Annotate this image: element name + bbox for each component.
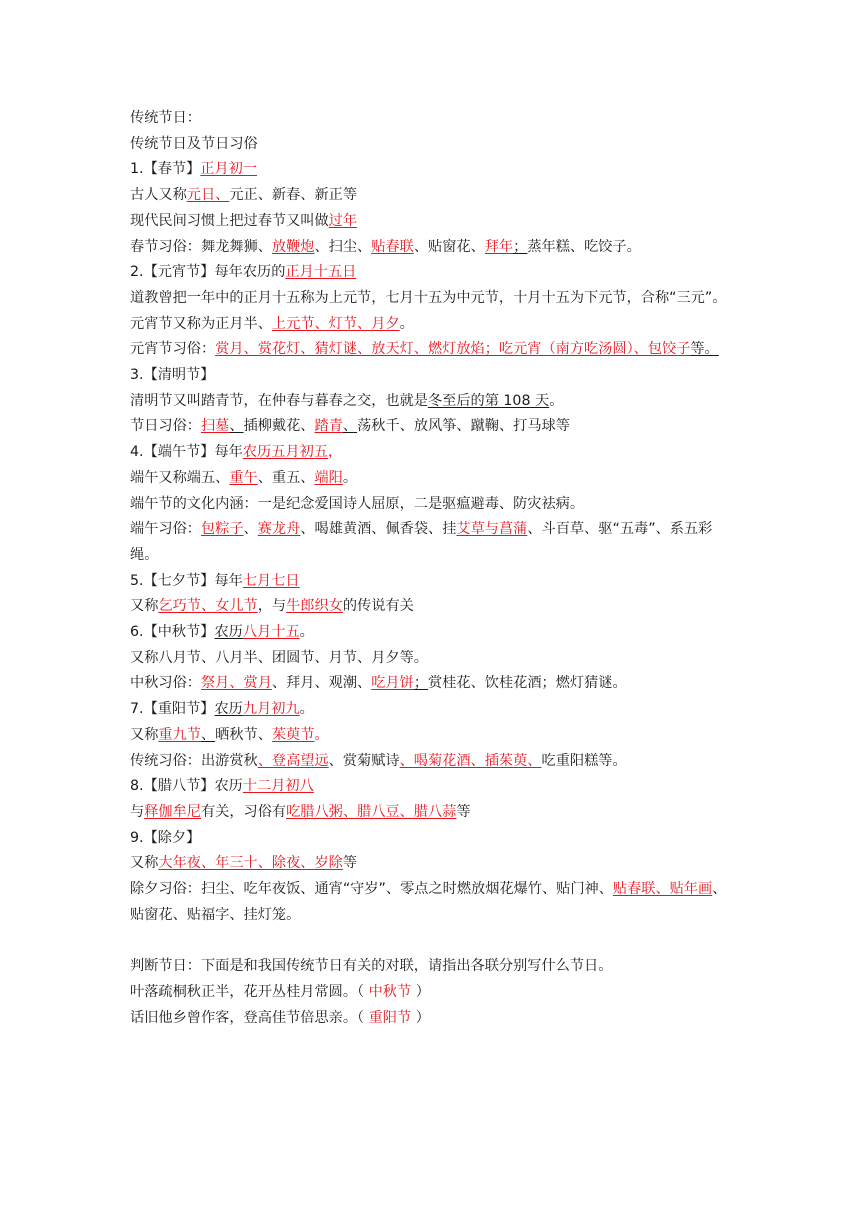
- text-run: 、扫尘、: [314, 238, 372, 255]
- answer-text: 吃月饼: [371, 675, 414, 692]
- answer-text: 乞巧节、女儿节: [158, 598, 258, 615]
- text-run: 、贴窗花、贴福字、挂灯笼。: [130, 881, 727, 923]
- text-run: 古人又称: [130, 187, 187, 204]
- text-line: [130, 723, 735, 749]
- text-run: 传统习俗：出游赏秋: [130, 752, 258, 769]
- answer-text: 重午: [229, 469, 258, 486]
- answer-text: 重阳节: [368, 1009, 412, 1026]
- text-run: 7.【重阳节】: [130, 701, 215, 718]
- text-run: 吃重阳糕等。: [541, 752, 627, 769]
- text-run: 。: [299, 624, 314, 641]
- answer-text: 吃腊八粥、腊八豆、腊八蒜: [286, 803, 457, 820]
- answer-text: 端阳: [314, 469, 343, 486]
- answer-text: 贴春联、贴年画: [612, 881, 713, 898]
- text-run: 、喝雄黄酒、佩香袋、挂: [300, 521, 457, 538]
- text-run: 元正、新春、新正等: [229, 187, 358, 204]
- answer-text: 。: [314, 726, 329, 743]
- text-line: [130, 826, 735, 852]
- answer-text: 中秋节: [368, 983, 412, 1000]
- answer-text: 贴春联: [371, 238, 414, 255]
- text-line: [130, 337, 735, 363]
- text-run: ；: [413, 675, 429, 692]
- text-run: 4.【端午节】每年: [130, 444, 243, 461]
- answer-text: 茱萸节: [271, 726, 315, 743]
- text-run: 节日习俗：: [130, 418, 201, 435]
- text-line: [130, 517, 735, 568]
- text-run: 冬至后的第 108 天: [427, 392, 550, 409]
- answer-text: 释伽牟尼: [144, 803, 201, 820]
- text-line: [130, 157, 735, 183]
- answer-text: 祭月、赏月: [200, 675, 272, 692]
- answer-text: 九月初九: [242, 701, 300, 718]
- text-run: 1.【春节】: [130, 161, 201, 178]
- text-run: 、: [229, 418, 244, 435]
- text-run: 。: [342, 469, 358, 486]
- text-run: ，与: [257, 598, 287, 615]
- answer-text: 牛郎织女: [286, 598, 343, 615]
- answer-text: 重九节: [158, 726, 201, 743]
- text-line: [130, 877, 735, 928]
- text-run: 又称: [130, 855, 159, 872]
- answer-text: 艾草与菖蒲: [456, 521, 528, 538]
- text-line: [130, 414, 735, 440]
- text-line: [130, 466, 735, 492]
- blank-line: [130, 929, 735, 955]
- text-run: 叶落疏桐秋正半，花开丛桂月常圆。（: [130, 983, 369, 1000]
- text-run: 9.【除夕】: [130, 829, 201, 846]
- text-line: [130, 697, 735, 723]
- text-line: [130, 183, 735, 209]
- text-run: 5.【七夕节】每年: [130, 572, 243, 589]
- answer-text: 八月十五: [242, 624, 300, 641]
- answer-text: 放鞭炮: [271, 238, 315, 255]
- answer-text: 、喝菊花酒、插茱萸、: [399, 752, 542, 769]
- text-line: [130, 569, 735, 595]
- text-run: 与: [130, 803, 145, 820]
- text-run: 又称八月节、八月半、团圆节、月节、月夕等。: [130, 649, 428, 666]
- text-run: 荡秋千、放风筝、蹴鞠、打马球等: [357, 418, 570, 435]
- answer-text: 过年: [328, 212, 358, 229]
- text-run: 传统节日及节日习俗: [130, 135, 258, 152]
- text-run: 6.【中秋节】: [130, 624, 215, 641]
- text-run: ；: [513, 238, 528, 255]
- text-run: 等。: [690, 341, 719, 358]
- text-line: [130, 492, 735, 518]
- text-line: [130, 980, 735, 1006]
- text-run: 、赏菊赋诗: [328, 752, 400, 769]
- answer-text: 正月十五日: [285, 264, 357, 281]
- text-line: [130, 620, 735, 646]
- text-run: 。: [549, 392, 564, 409]
- answer-text: 赏月、赏花灯、猜灯谜、放天灯、燃灯放焰；吃元宵（南方吃汤圆）、包饺子: [215, 341, 691, 358]
- text-run: 、贴窗花、: [413, 238, 485, 255]
- text-run: 端午节的文化内涵：一是纪念爱国诗人屈原，二是驱瘟避毒、防灾祛病。: [130, 495, 585, 512]
- text-line: [130, 106, 735, 132]
- document-body: [130, 106, 735, 1031]
- text-line: [130, 132, 735, 158]
- answer-text: 包粽子: [200, 521, 244, 538]
- text-line: [130, 954, 735, 980]
- text-run: 。: [299, 701, 314, 718]
- answer-text: ，: [328, 444, 343, 461]
- text-run: 8.【腊八节】农历: [130, 778, 243, 795]
- text-line: [130, 286, 735, 312]
- text-run: 端午习俗：: [130, 521, 201, 538]
- text-line: [130, 800, 735, 826]
- text-run: 2.【元宵节】每年农历的: [130, 264, 286, 281]
- text-line: [130, 235, 735, 261]
- text-line: [130, 440, 735, 466]
- text-run: 农历: [214, 624, 243, 641]
- text-line: [130, 363, 735, 389]
- answer-text: 扫墓: [200, 418, 230, 435]
- text-line: [130, 749, 735, 775]
- answer-text: 、登高望远: [257, 752, 329, 769]
- text-run: 、: [200, 726, 216, 743]
- answer-text: 正月初一: [200, 161, 258, 178]
- answer-text: 上元节、灯节、月夕: [271, 315, 400, 332]
- text-run: 、: [342, 418, 358, 435]
- text-run: 晒秋节、: [215, 726, 272, 743]
- answer-text: 十二月初八: [242, 778, 314, 795]
- text-run: 、重五、: [257, 469, 315, 486]
- text-line: [130, 774, 735, 800]
- text-run: 中秋习俗：: [130, 675, 201, 692]
- text-run: 又称: [130, 598, 159, 615]
- text-run: 现代民间习惯上把过春节又叫做: [130, 212, 329, 229]
- text-line: [130, 851, 735, 877]
- text-run: 等: [342, 855, 358, 872]
- text-run: 道教曾把一年中的正月十五称为上元节，七月十五为中元节，十月十五为下元节，合称“三元”。: [130, 289, 727, 306]
- text-run: 话旧他乡曾作客，登高佳节倍思亲。（: [130, 1009, 369, 1026]
- text-line: [130, 389, 735, 415]
- text-run: 。: [399, 315, 414, 332]
- text-line: [130, 671, 735, 697]
- text-line: [130, 646, 735, 672]
- text-run: ）: [411, 983, 430, 1000]
- text-run: 赏桂花、饮桂花酒；燃灯猜谜。: [428, 675, 627, 692]
- text-run: 等: [456, 803, 471, 820]
- answer-text: 拜年: [484, 238, 514, 255]
- text-run: 传统节日：: [130, 110, 201, 126]
- text-run: 、: [243, 521, 258, 538]
- text-run: ）: [411, 1009, 430, 1026]
- text-run: 、拜月、观潮、: [271, 675, 372, 692]
- text-run: 3.【清明节】: [130, 367, 215, 384]
- text-line: [130, 312, 735, 338]
- text-run: 的传说有关: [342, 598, 414, 615]
- text-run: 端午又称端五、: [130, 469, 230, 486]
- text-line: [130, 594, 735, 620]
- text-run: 判断节日：下面是和我国传统节日有关的对联，请指出各联分别写什么节日。: [130, 958, 613, 975]
- text-line: [130, 260, 735, 286]
- answer-text: 赛龙舟: [257, 521, 301, 538]
- text-run: 除夕习俗：扫尘、吃年夜饭、通宵“守岁”、零点之时燃放烟花爆竹、贴门神、: [130, 881, 613, 898]
- text-line: [130, 209, 735, 235]
- text-run: 、斗百草、驱“五毒”、系五彩绳。: [130, 521, 713, 563]
- text-run: 插柳戴花、: [243, 418, 315, 435]
- text-run: 有关，习俗有: [200, 803, 287, 820]
- text-run: 清明节又叫踏青节，在仲春与暮春之交，也就是: [130, 392, 428, 409]
- text-run: 蒸年糕、吃饺子。: [527, 238, 641, 255]
- answer-text: 七月七日: [242, 572, 300, 589]
- answer-text: 元日、: [186, 187, 230, 204]
- text-run: 元宵节习俗：: [130, 341, 216, 358]
- text-run: 农历: [214, 701, 243, 718]
- answer-text: 踏青: [314, 418, 343, 435]
- answer-text: 大年夜、年三十、除夜、岁除: [158, 855, 343, 872]
- answer-text: 农历五月初五: [242, 444, 328, 461]
- text-run: 春节习俗：舞龙舞狮、: [130, 238, 272, 255]
- text-line: [130, 1006, 735, 1032]
- text-run: 又称: [130, 726, 159, 743]
- text-run: 元宵节又称为正月半、: [130, 315, 272, 332]
